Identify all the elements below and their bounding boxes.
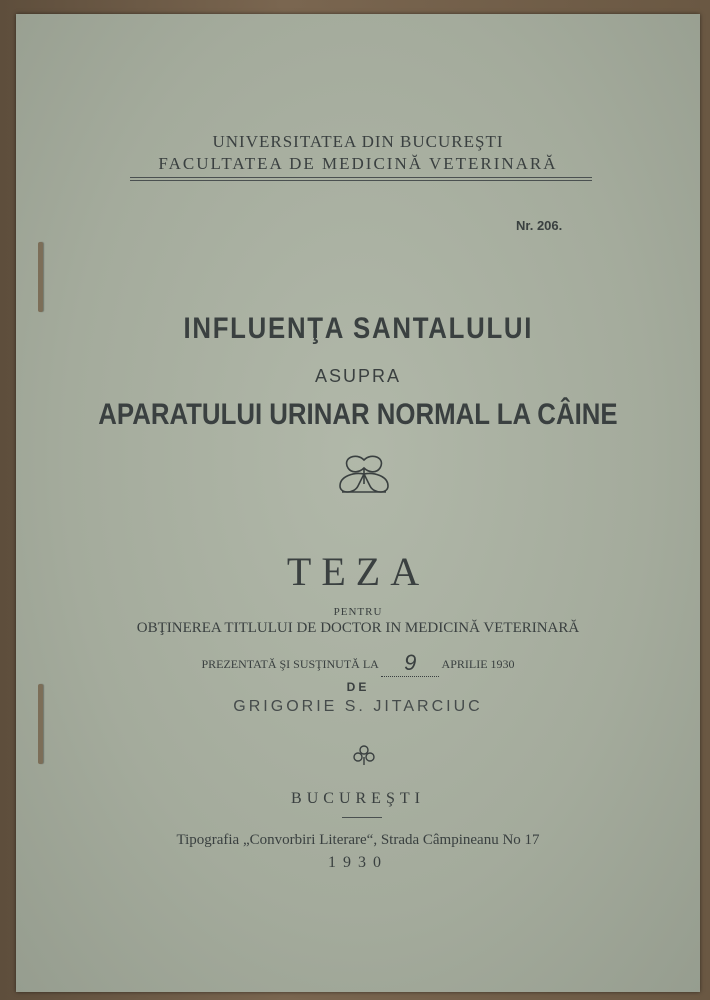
title-line1: INFLUENŢA SANTALULUI	[183, 312, 533, 345]
presentation-suffix: APRILIE 1930	[441, 657, 515, 671]
imprint-city: BUCUREŞTI	[291, 790, 425, 807]
header-rule	[130, 180, 592, 181]
presentation-day: 9	[381, 650, 439, 677]
title-line3: APARATULUI URINAR NORMAL LA CÂINE	[98, 398, 618, 431]
author-name: GRIGORIE S. JITARCIUC	[233, 698, 483, 715]
floral-ornament-icon	[336, 454, 392, 496]
imprint-rule	[342, 817, 382, 818]
document-page	[16, 14, 700, 992]
staple	[38, 242, 43, 312]
title-line3-wrap	[16, 398, 700, 432]
faculty-name: FACULTATEA DE MEDICINĂ VETERINARĂ	[158, 154, 558, 173]
imprint-year: 1930	[328, 854, 388, 871]
presentation-line	[16, 648, 700, 675]
thesis-de: DE	[346, 680, 370, 694]
series-number: Nr. 206.	[516, 218, 563, 233]
title-line2: ASUPRA	[314, 366, 402, 386]
trefoil-ornament-icon	[352, 744, 376, 766]
title-line1-wrap	[16, 312, 700, 346]
imprint-printer: Tipografia „Convorbiri Literare“, Strada Câmpineanu No 17	[176, 832, 540, 848]
thesis-heading: TEZA	[286, 549, 430, 594]
staple	[38, 684, 43, 764]
university-name: UNIVERSITATEA DIN BUCUREŞTI	[212, 132, 504, 151]
header-rule	[130, 177, 592, 178]
thesis-pentru: PENTRU	[333, 606, 383, 618]
presentation-prefix: PREZENTATĂ ŞI SUSŢINUTĂ LA	[201, 657, 379, 671]
thesis-purpose: OBŢINEREA TITLULUI DE DOCTOR IN MEDICINĂ VETERINARĂ	[136, 620, 580, 636]
